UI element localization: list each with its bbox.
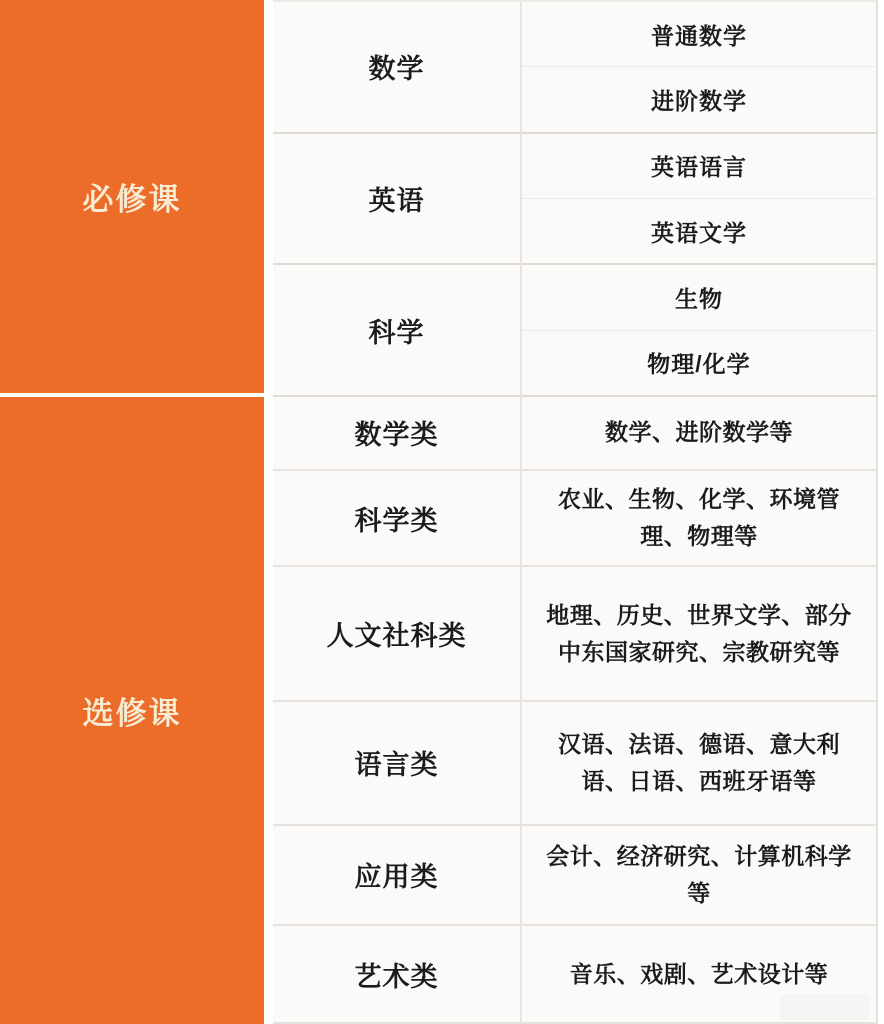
- elective-value-cell: 汉语、法语、德语、意大利语、日语、西班牙语等: [520, 702, 876, 824]
- elective-courses-label: 选修课: [82, 696, 182, 731]
- required-items-column: [520, 2, 876, 397]
- required-category-column: [273, 2, 520, 397]
- course-type-column: [0, 0, 264, 1024]
- column-gutter: [264, 0, 273, 1024]
- required-section: [273, 2, 876, 397]
- required-item-cell: 英语语言: [522, 134, 876, 199]
- elective-value-cell: 地理、历史、世界文学、部分中东国家研究、宗教研究等: [520, 567, 876, 700]
- required-courses-header: [0, 0, 264, 393]
- faint-watermark: [780, 994, 870, 1020]
- elective-section: [273, 397, 876, 1022]
- curriculum-table: [273, 0, 878, 1024]
- required-category-cell: 数学: [273, 2, 520, 134]
- required-item-cell: 物理/化学: [522, 331, 876, 397]
- elective-value-cell: 农业、生物、化学、环境管理、物理等: [520, 471, 876, 566]
- elective-category-cell: 人文社科类: [326, 621, 467, 652]
- required-item-cell: 普通数学: [522, 2, 876, 67]
- elective-value-cell: 会计、经济研究、计算机科学等: [520, 826, 876, 925]
- elective-row: [273, 397, 876, 471]
- required-item-cell: 英语文学: [522, 199, 876, 265]
- elective-category-cell: 应用类: [354, 862, 439, 893]
- required-courses-label: 必修课: [82, 182, 182, 217]
- elective-courses-header: [0, 397, 264, 1024]
- elective-row: [273, 702, 876, 826]
- elective-value-cell: 音乐、戏剧、艺术设计等: [520, 926, 876, 1022]
- elective-row: [273, 567, 876, 702]
- required-item-cell: 生物: [522, 265, 876, 330]
- elective-row: [273, 471, 876, 568]
- elective-category-cell: 科学类: [354, 505, 439, 536]
- elective-value-cell: 数学、进阶数学等: [520, 397, 876, 469]
- required-item-cell: 进阶数学: [522, 67, 876, 133]
- elective-category-cell: 艺术类: [354, 961, 439, 992]
- elective-row: [273, 826, 876, 927]
- elective-category-cell: 数学类: [354, 420, 439, 451]
- required-category-cell: 科学: [273, 265, 520, 397]
- elective-category-cell: 语言类: [354, 750, 439, 781]
- required-category-cell: 英语: [273, 134, 520, 266]
